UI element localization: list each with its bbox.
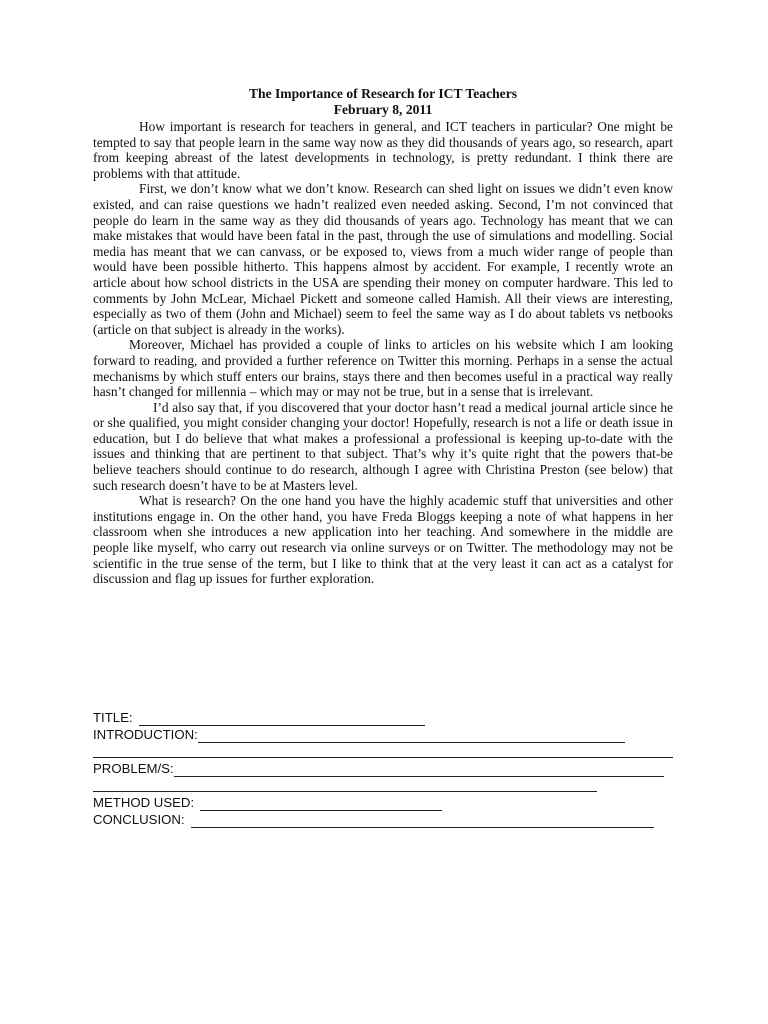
paragraph-3: Moreover, Michael has provided a couple of links to articles on his website which I am looking forward to reading, and provided a further reference on Twitter this morning. Perhaps in a sense the actual mechanisms by which stuff enters our brains, stays there and then becomes useful in a practical way really hasn’t changed for millennia – which may or may not be true, but in a sense that is irrelevant. (93, 337, 673, 400)
method-row (93, 794, 678, 811)
method-label: METHOD USED: (93, 795, 195, 810)
problems-label: PROBLEM/S: (93, 761, 174, 776)
introduction-blank-line (198, 728, 625, 743)
conclusion-label: CONCLUSION: (93, 812, 185, 827)
introduction-continuation-row (93, 743, 678, 760)
conclusion-blank-line (191, 813, 654, 828)
article-date: February 8, 2011 (333, 102, 433, 117)
title-label: TITLE: (93, 710, 133, 725)
article (93, 86, 673, 587)
paragraph-1: How important is research for teachers in general, and ICT teachers in particular? One might be tempted to say that people learn in the same way now as they did thousands of years ago, so research, apart from keeping abreast of the latest developments in technology, is pretty redundant. I think there are problems with that attitude. (93, 119, 673, 181)
method-blank-line (200, 796, 442, 811)
introduction-continuation-line (93, 743, 673, 758)
problems-blank-line (174, 762, 664, 777)
worksheet-form (93, 709, 678, 828)
problems-row (93, 760, 678, 777)
title-blank-line (139, 711, 425, 726)
paragraph-4: I’d also say that, if you discovered that your doctor hasn’t read a medical journal article since he or she qualified, you might consider changing your doctor! Hopefully, research is not a life or death issue in education, but I do believe that what makes a professional a professional is keeping up-to-date with the issues and thinking that are pertinent to that subject. That’s why it’s quite right that the powers that-be believe teachers should continue to do research, although I agree with Christina Preston (see below) that such research doesn’t have to be at Masters level. (93, 399, 673, 493)
paragraph-5: What is research? On the one hand you have the highly academic stuff that universities and other institutions engage in. On the other hand, you have Freda Bloggs keeping a note of what happens in her classroom when she introduces a new application into her teaching. And somewhere in the middle are people like myself, who carry out research via online surveys or on Twitter. The methodology may not be scientific in the true sense of the term, but I like to think that at the very least it can act as a catalyst for discussion and flag up issues for further exploration. (93, 493, 673, 587)
introduction-label: INTRODUCTION: (93, 727, 198, 742)
problems-continuation-row (93, 777, 678, 794)
title-row (93, 709, 678, 726)
conclusion-row (93, 811, 678, 828)
problems-continuation-line (93, 777, 597, 792)
article-title: The Importance of Research for ICT Teachers (248, 86, 518, 101)
introduction-row (93, 726, 678, 743)
paragraph-2: First, we don’t know what we don’t know. Research can shed light on issues we didn’t even know existed, and can raise questions we hadn’t realized even needed asking. Second, I’m not convinced that people do learn in the same way as they did thousands of years ago. Technology has meant that we can make mistakes that would have been fatal in the past, through the use of simulations and modelling. Social media has meant that we can canvass, or be exposed to, views from a much wider range of people than would have been possible hitherto. This happens almost by accident. For example, I recently wrote an article about how school districts in the USA are spending their money on computer hardware. This led to comments by John McLear, Michael Pickett and someone called Hamish. All their views are interesting, especially as two of them (John and Michael) seem to feel the same way as I do about tablets vs netbooks (article on that subject is already in the works). (93, 181, 673, 337)
